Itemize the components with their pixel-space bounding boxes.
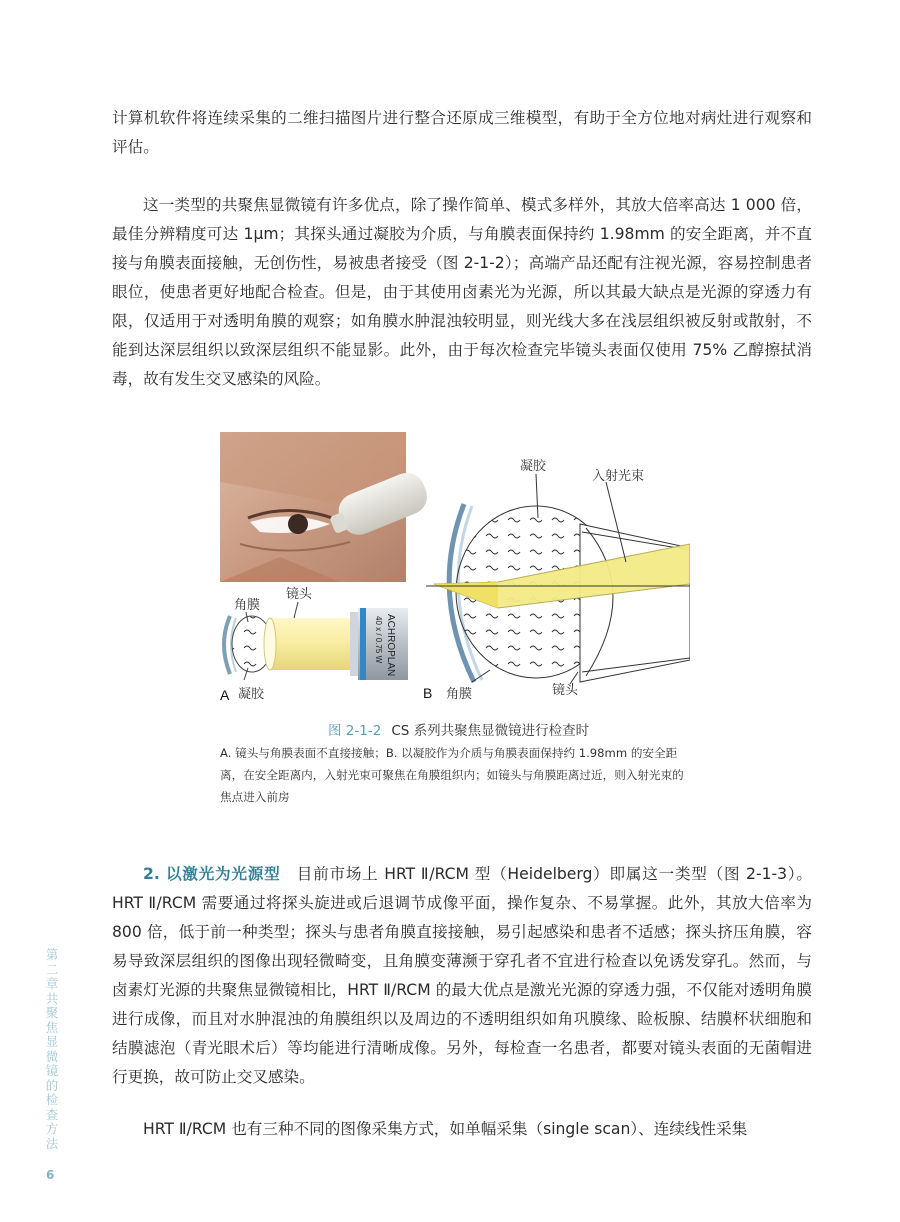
caption-title: CS 系列共聚焦显微镜进行检查时 — [391, 723, 590, 739]
figure-caption — [328, 719, 589, 739]
caption-note: A. 镜头与角膜表面不直接接触；B. 以凝胶作为介质与角膜表面保持约 1.98mm 的安全距离，在安全距离内，入射光束可聚焦在角膜组织内；如镜头与角膜距离过近，则入射光束的焦点进入前房 — [220, 746, 684, 804]
panel-a-diagram — [224, 602, 408, 680]
b-incident-beam-label: 入射光束 — [592, 469, 645, 484]
chapter-side-label: 第二章 共聚焦显微镜的检查方法 — [45, 947, 71, 1151]
page-number: 6 — [46, 1168, 55, 1182]
b-lens-label: 镜头 — [552, 683, 579, 698]
b-gel-label: 凝胶 — [520, 459, 547, 474]
photo-patient-exam — [220, 432, 432, 582]
paragraph-3 — [112, 860, 812, 1092]
a-lens-label: 镜头 — [286, 587, 313, 602]
paragraph-4: HRT Ⅱ/RCM 也有三种不同的图像采集方式，如单幅采集（single scan）、连续线性采集 — [143, 1120, 748, 1138]
paragraph-3-body: 目前市场上 HRT Ⅱ/RCM 型（Heidelberg）即属这一类型（图 2-1-3）。HRT Ⅱ/RCM 需要通过将探头旋进或后退调节成像平面，操作复杂、不易掌握。此外，其放大倍率为 800 倍，低于前一种类型；探头与患者角膜直接接触，易引起感染和患者不适感；探头挤压角膜，容易导致深层组织的图像出现轻微畸变，且角膜变薄濒于穿孔者不宜进行检查以免诱发穿孔。然而，与卤素灯光源的共聚焦显微镜相比，HRT Ⅱ/RCM 的最大优点是激光光源的穿透力强，不仅能对透明角膜进行成像，而且对水肿混浊的角膜组织以及周边的不透明组织如角巩膜缘、睑板腺、结膜杯状细胞和结膜滤泡（青光眼术后）等均能进行清晰成像。另外，每检查一名患者，都要对镜头表面的无菌帽进行更换，故可防止交叉感染。 — [112, 865, 812, 1086]
paragraph-2: 这一类型的共聚焦显微镜有许多优点，除了操作简单、模式多样外，其放大倍率高达 1 000 倍，最佳分辨精度可达 1μm；其探头通过凝胶为介质，与角膜表面保持约 1.98mm 的安全距离，并不直接与角膜表面接触，无创伤性，易被患者接受（图 2-1-2）；高端产品还配有注视光源，容易控制患者眼位，使患者更好地配合检查。但是，由于其使用卤素光为光源，所以其最大缺点是光源的穿透力有限，仅适用于对透明角膜的观察；如角膜水肿混浊较明显，则光线大多在浅层组织被反射或散射，不能到达深层组织以致深层组织不能显影。此外，由于每次检查完毕镜头表面仅使用 75% 乙醇擦拭消毒，故有发生交叉感染的风险。 — [112, 196, 812, 388]
b-cornea-label: 角膜 — [446, 687, 473, 702]
section-heading: 2. 以激光为光源型 — [143, 865, 281, 883]
panel-a-letter: A — [220, 687, 230, 703]
figure-2-1-2 — [220, 432, 690, 704]
objective-label-2: 40 x / 0.75 W — [374, 616, 383, 664]
a-cornea-label: 角膜 — [234, 598, 261, 613]
caption-label: 图 2-1-2 — [328, 723, 382, 739]
objective-label-1: ACHROPLAN — [385, 614, 396, 677]
panel-b-letter: B — [423, 685, 433, 701]
panel-b-diagram — [426, 474, 690, 684]
a-gel-label: 凝胶 — [238, 687, 265, 702]
figure-illustration — [220, 432, 690, 704]
paragraph-1: 计算机软件将连续采集的二维扫描图片进行整合还原成三维模型，有助于全方位地对病灶进行观察和评估。 — [112, 109, 812, 156]
